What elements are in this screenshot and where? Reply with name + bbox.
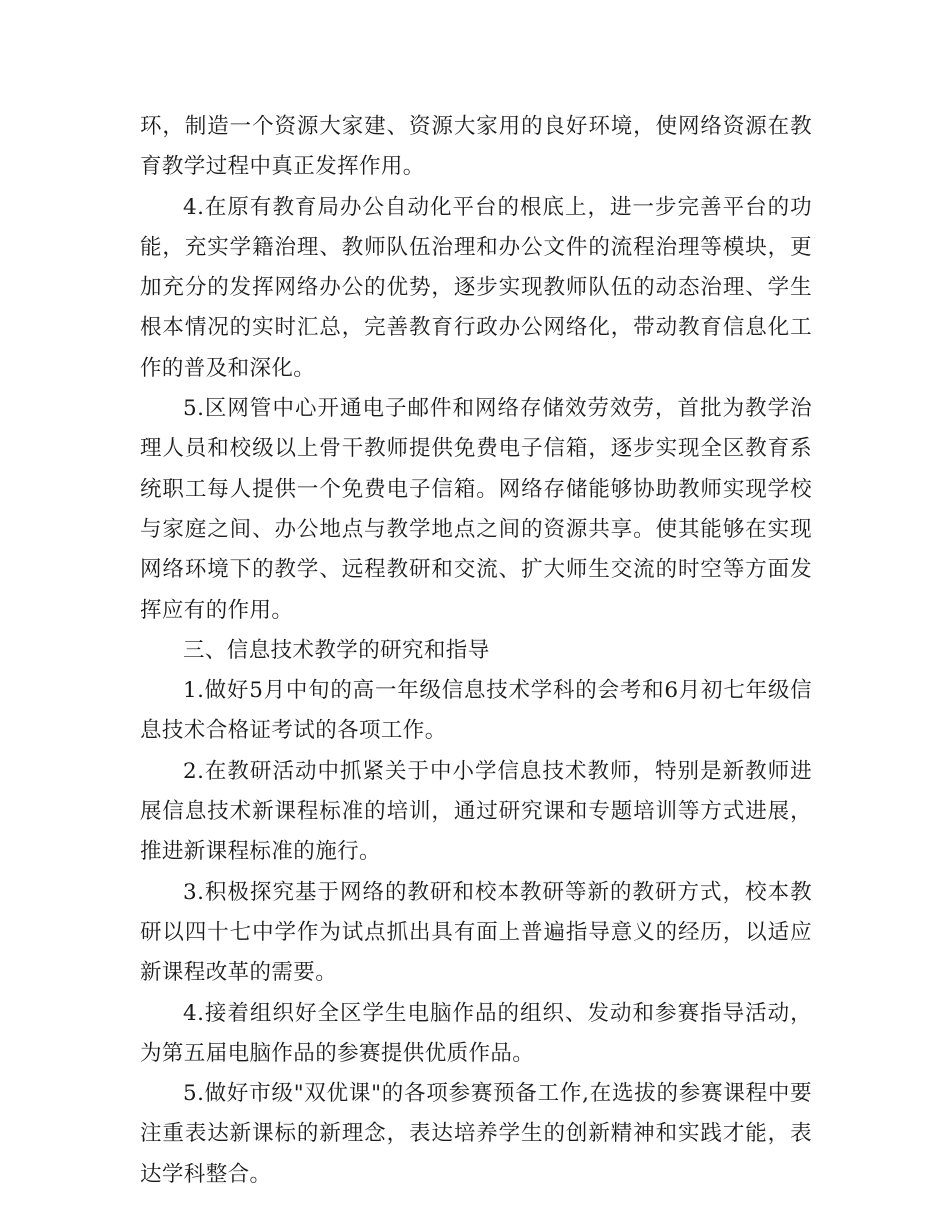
paragraph-6: 2.在教研活动中抓紧关于中小学信息技术教师，特别是新教师进展信息技术新课程标准的培训，通过研究课和专题培训等方式进展，推进新课程标准的施行。 (140, 758, 812, 865)
document-body (140, 107, 812, 1195)
paragraph-3: 5.区网管中心开通电子邮件和网络存储效劳效劳，首批为教学治理人员和校级以上骨干教师提供免费电子信箱，逐步实现全区教育系统职工每人提供一个免费电子信箱。网络存储能够协助教师实现学校与家庭之间、办公地点与教学地点之间的资源共享。使其能够在实现网络环境下的教学、远程教研和交流、扩大师生交流的时空等方面发挥应有的作用。 (140, 396, 812, 623)
paragraph-2: 4.在原有教育局办公自动化平台的根底上，进一步完善平台的功能，充实学籍治理、教师队伍治理和办公文件的流程治理等模块，更加充分的发挥网络办公的优势，逐步实现教师队伍的动态治理、学生根本情况的实时汇总，完善教育行政办公网络化，带动教育信息化工作的普及和深化。 (140, 194, 812, 381)
paragraph-5: 1.做好5月中旬的高一年级信息技术学科的会考和6月初七年级信息技术合格证考试的各项工作。 (140, 678, 812, 744)
paragraph-8: 4.接着组织好全区学生电脑作品的组织、发动和参赛指导活动，为第五届电脑作品的参赛提供优质作品。 (140, 1000, 812, 1066)
paragraph-7: 3.积极探究基于网络的教研和校本教研等新的教研方式，校本教研以四十七中学作为试点抓出具有面上普遍指导意义的经历，以适应新课程改革的需要。 (140, 879, 812, 986)
section-heading: 三、信息技术教学的研究和指导 (183, 637, 490, 663)
paragraph-9: 5.做好市级"双优课"的各项参赛预备工作,在选拔的参赛课程中要注重表达新课标的新理念，表达培养学生的创新精神和实践才能，表达学科整合。 (140, 1081, 812, 1187)
paragraph-1: 环，制造一个资源大家建、资源大家用的良好环境，使网络资源在教育教学过程中真正发挥作用。 (140, 114, 812, 180)
